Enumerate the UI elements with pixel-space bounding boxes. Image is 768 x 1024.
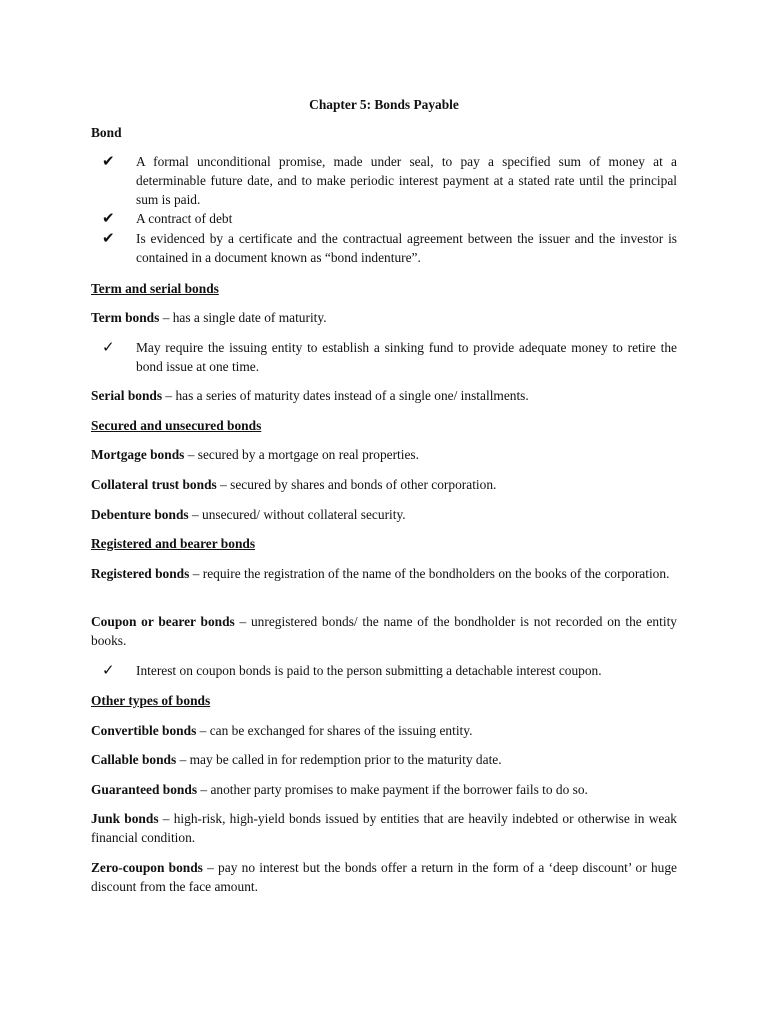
debenture-bonds-paragraph	[91, 505, 677, 524]
bond-heading: Bond	[91, 125, 122, 140]
term-label: Collateral trust bonds	[91, 477, 217, 492]
term-label: Coupon or bearer bonds	[91, 614, 235, 629]
convertible-bonds-paragraph	[91, 721, 677, 740]
coupon-point-text: Interest on coupon bonds is paid to the person submitting a detachable interest coupon.	[136, 663, 602, 678]
term-definition: – secured by shares and bonds of other corporation.	[216, 477, 497, 492]
term-definition: – unsecured/ without collateral security.	[188, 507, 406, 522]
term-definition: – has a single date of maturity.	[159, 310, 327, 325]
term-label: Mortgage bonds	[91, 447, 185, 462]
term-label: Callable bonds	[91, 752, 177, 767]
term-definition: – may be called in for redemption prior to the maturity date.	[176, 752, 502, 767]
mortgage-bonds-paragraph	[91, 445, 677, 464]
term-label: Junk bonds	[91, 811, 159, 826]
term-definition: – high-risk, high-yield bonds issued by entities that are heavily indebted or otherwise in weak financial condition.	[91, 811, 677, 845]
term-label: Convertible bonds	[91, 723, 197, 738]
bond-point-text: A formal unconditional promise, made under seal, to pay a specified sum of money at a determinable future date, and to make periodic interest payment at a stated rate until the principal sum is paid.	[136, 154, 677, 207]
term-bonds-point	[102, 338, 677, 376]
term-definition: – unregistered bonds/ the name of the bondholder is not recorded on the entity books.	[91, 614, 677, 648]
term-definition: – secured by a mortgage on real properties.	[184, 447, 419, 462]
bond-point-text: Is evidenced by a certificate and the contractual agreement between the issuer and the investor is contained in a document known as “bond indenture”.	[136, 231, 677, 265]
bond-point-3	[102, 229, 677, 267]
registered-bonds-paragraph	[91, 564, 677, 583]
guaranteed-bonds-paragraph	[91, 780, 677, 799]
page-title: Chapter 5: Bonds Payable	[309, 97, 459, 112]
term-definition: – pay no interest but the bonds offer a return in the form of a ‘deep discount’ or huge discount from the face amount.	[91, 860, 677, 894]
term-label: Serial bonds	[91, 388, 163, 403]
term-definition: – require the registration of the name of the bondholders on the books of the corporation.	[189, 566, 670, 581]
collateral-bonds-paragraph	[91, 475, 677, 494]
coupon-bonds-paragraph	[91, 612, 677, 650]
term-label: Debenture bonds	[91, 507, 189, 522]
checkmark-icon: ✔	[102, 209, 115, 227]
section-heading-registered: Registered and bearer bonds	[91, 536, 256, 551]
junk-bonds-paragraph	[91, 809, 677, 847]
term-label: Zero-coupon bonds	[91, 860, 203, 875]
section-heading-secured: Secured and unsecured bonds	[91, 418, 262, 433]
bond-point-1	[102, 152, 677, 209]
term-bonds-paragraph	[91, 308, 677, 327]
checkmark-icon: ✔	[102, 152, 115, 170]
term-point-text: May require the issuing entity to establish a sinking fund to provide adequate money to retire the bond issue at one time.	[136, 340, 677, 374]
serial-bonds-paragraph	[91, 386, 677, 405]
checkmark-icon: ✓	[102, 661, 115, 679]
section-heading-other: Other types of bonds	[91, 693, 211, 708]
checkmark-icon: ✓	[102, 338, 115, 356]
bond-point-text: A contract of debt	[136, 211, 233, 226]
term-definition: – can be exchanged for shares of the issuing entity.	[196, 723, 473, 738]
term-definition: – another party promises to make payment if the borrower fails to do so.	[197, 782, 588, 797]
bond-point-2	[102, 209, 677, 228]
zero-coupon-bonds-paragraph	[91, 858, 677, 896]
section-heading-term-serial: Term and serial bonds	[91, 281, 219, 296]
term-label: Registered bonds	[91, 566, 190, 581]
callable-bonds-paragraph	[91, 750, 677, 769]
term-label: Guaranteed bonds	[91, 782, 198, 797]
term-label: Term bonds	[91, 310, 160, 325]
term-definition: – has a series of maturity dates instead of a single one/ installments.	[162, 388, 529, 403]
checkmark-icon: ✔	[102, 229, 115, 247]
coupon-bonds-point	[102, 661, 677, 680]
